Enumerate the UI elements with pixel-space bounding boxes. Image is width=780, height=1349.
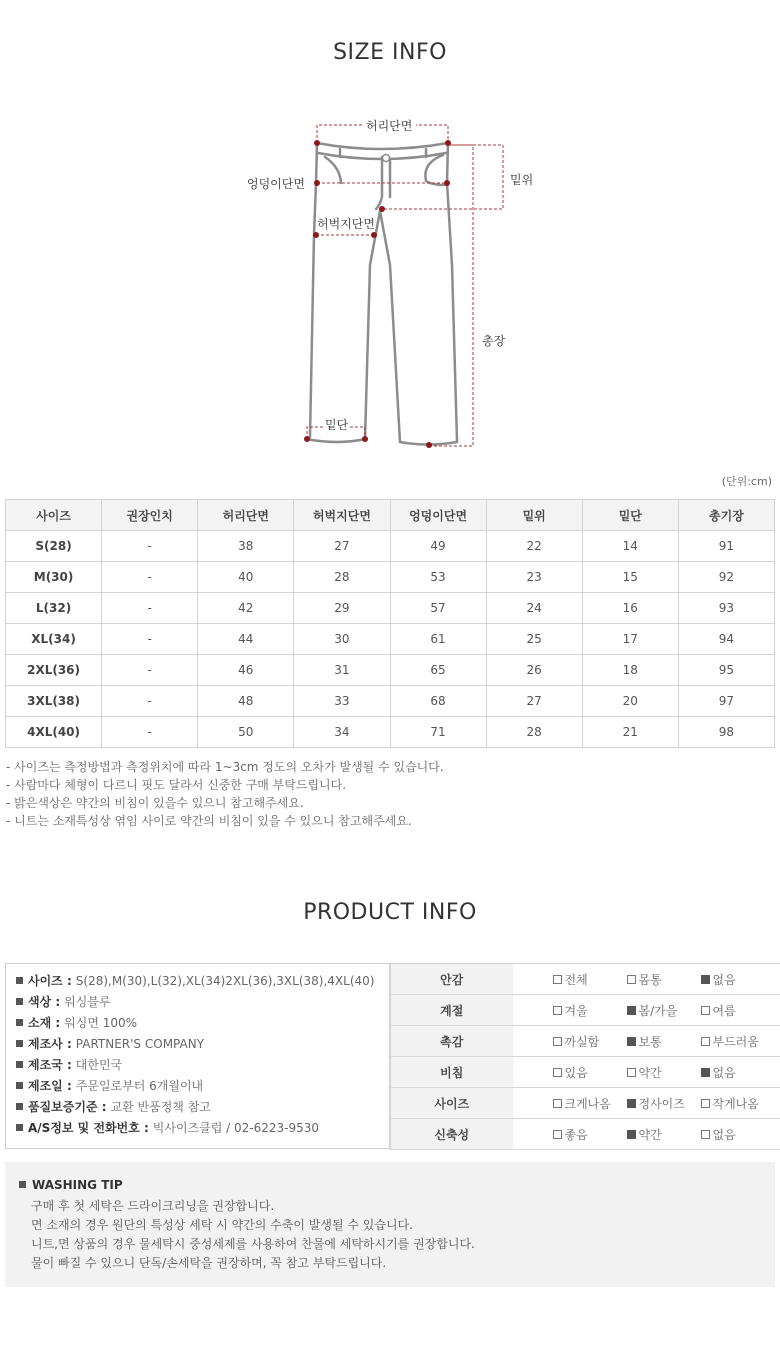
option-label: 몸통 <box>638 972 662 987</box>
option-label: 없음 <box>712 1065 736 1080</box>
table-cell: 53 <box>390 562 486 593</box>
table-cell: 14 <box>582 531 678 562</box>
bullet-square-icon <box>16 1082 23 1089</box>
size-cell: 4XL(40) <box>6 717 102 748</box>
size-cell: 2XL(36) <box>6 655 102 686</box>
size-cell: 3XL(38) <box>6 686 102 717</box>
table-cell: 95 <box>678 655 774 686</box>
hem-label: 밑단 <box>325 418 349 432</box>
washing-tip-heading <box>19 1178 761 1192</box>
info-value: S(28),M(30),L(32),XL(34)2XL(36),3XL(38),4XL(40) <box>75 974 375 988</box>
bullet-square-icon <box>16 1040 23 1047</box>
note-line: - 사이즈는 측정방법과 측정위치에 따라 1~3cm 정도의 오차가 발생될 수 있습니다. <box>6 760 444 774</box>
attribute-option <box>549 1026 623 1057</box>
info-value: 교환 반품정책 참고 <box>110 1100 211 1114</box>
table-row <box>6 655 775 686</box>
washing-tip-line: 니트,면 상품의 경우 물세탁시 중성세제를 사용하여 찬물에 세탁하시기를 권장합니다. <box>31 1237 475 1251</box>
size-table <box>5 499 775 748</box>
table-cell: - <box>102 717 198 748</box>
rise-label: 밑위 <box>510 173 534 187</box>
unchecked-box-icon <box>553 1037 562 1046</box>
pants-measurement-diagram <box>200 105 580 465</box>
size-cell: M(30) <box>6 562 102 593</box>
info-row <box>16 1055 379 1076</box>
table-cell: 49 <box>390 531 486 562</box>
table-row <box>6 593 775 624</box>
option-label: 크게나옴 <box>564 1096 611 1111</box>
unchecked-box-icon <box>553 1130 562 1139</box>
size-table-header-row <box>6 500 775 531</box>
table-cell: - <box>102 562 198 593</box>
bullet-square-icon <box>16 1019 23 1026</box>
size-cell: S(28) <box>6 531 102 562</box>
table-cell: 93 <box>678 593 774 624</box>
info-row <box>16 971 379 992</box>
attribute-row <box>391 1026 780 1057</box>
checked-box-icon <box>627 1099 636 1108</box>
bullet-square-icon <box>16 998 23 1005</box>
attribute-spacer <box>513 1088 549 1119</box>
table-cell: 91 <box>678 531 774 562</box>
thigh-label: 허벅지단면 <box>317 217 375 231</box>
attribute-option <box>549 1057 623 1088</box>
option-label: 작게나옴 <box>712 1096 759 1111</box>
table-cell: 33 <box>294 686 390 717</box>
unit-note: (단위:cm) <box>721 475 772 488</box>
note-line: - 니트는 소재특성상 엮임 사이로 약간의 비침이 있을 수 있으니 참고해주세요. <box>6 814 412 828</box>
waist-label: 허리단면 <box>362 117 416 134</box>
washing-tip-line: 구매 후 첫 세탁은 드라이크리닝을 권장합니다. <box>31 1199 275 1213</box>
option-label: 봄/가을 <box>638 1003 678 1018</box>
attribute-option <box>623 995 697 1026</box>
table-cell: - <box>102 593 198 624</box>
info-row <box>16 1013 379 1034</box>
attribute-row <box>391 995 780 1026</box>
info-row <box>16 1034 379 1055</box>
table-cell: 38 <box>198 531 294 562</box>
attribute-option <box>697 1026 780 1057</box>
table-cell: 23 <box>486 562 582 593</box>
col-header: 밑위 <box>486 500 582 531</box>
col-header: 엉덩이단면 <box>390 500 486 531</box>
option-label: 전체 <box>564 972 588 987</box>
unchecked-box-icon <box>701 1006 710 1015</box>
table-cell: 68 <box>390 686 486 717</box>
table-cell: 48 <box>198 686 294 717</box>
info-value: 빅사이즈클럽 / 02-6223-9530 <box>152 1121 320 1135</box>
table-cell: - <box>102 686 198 717</box>
option-label: 여름 <box>712 1003 736 1018</box>
attribute-option <box>697 964 780 995</box>
table-row <box>6 562 775 593</box>
table-cell: 16 <box>582 593 678 624</box>
bullet-square-icon <box>16 1124 23 1131</box>
checked-box-icon <box>627 1006 636 1015</box>
table-row <box>6 531 775 562</box>
table-cell: 31 <box>294 655 390 686</box>
table-cell: 34 <box>294 717 390 748</box>
attribute-row <box>391 964 780 995</box>
col-header: 총기장 <box>678 500 774 531</box>
product-attribute-table <box>390 963 780 1150</box>
table-row <box>6 686 775 717</box>
table-cell: 71 <box>390 717 486 748</box>
washing-tip-line: 면 소재의 경우 원단의 특성상 세탁 시 약간의 수축이 발생될 수 있습니다. <box>31 1218 413 1232</box>
info-value: PARTNER'S COMPANY <box>75 1037 205 1051</box>
attribute-row <box>391 1088 780 1119</box>
table-cell: 27 <box>486 686 582 717</box>
attribute-name: 촉감 <box>391 1026 513 1057</box>
table-cell: - <box>102 655 198 686</box>
option-label: 정사이즈 <box>638 1096 685 1111</box>
attribute-row <box>391 1119 780 1150</box>
size-info-title: SIZE INFO <box>333 40 447 65</box>
table-cell: 65 <box>390 655 486 686</box>
attribute-option <box>697 995 780 1026</box>
table-cell: 94 <box>678 624 774 655</box>
table-cell: 40 <box>198 562 294 593</box>
attribute-option <box>549 1088 623 1119</box>
col-header: 밑단 <box>582 500 678 531</box>
attribute-name: 사이즈 <box>391 1088 513 1119</box>
option-label: 약간 <box>638 1127 662 1142</box>
washing-tip-box <box>5 1162 775 1287</box>
info-row <box>16 1118 379 1139</box>
unchecked-box-icon <box>553 1006 562 1015</box>
checked-box-icon <box>701 975 710 984</box>
info-key: 품질보증기준 : <box>28 1100 107 1114</box>
washing-tip-title: WASHING TIP <box>32 1178 123 1192</box>
attribute-option <box>549 1119 623 1150</box>
attribute-spacer <box>513 1026 549 1057</box>
info-value: 대한민국 <box>75 1058 123 1072</box>
table-cell: - <box>102 624 198 655</box>
info-value: 워싱면 100% <box>64 1016 138 1030</box>
col-header: 권장인치 <box>102 500 198 531</box>
attribute-option <box>623 964 697 995</box>
option-label: 까실함 <box>564 1034 600 1049</box>
info-value: 워싱블루 <box>64 995 111 1009</box>
checked-box-icon <box>627 1130 636 1139</box>
table-cell: 57 <box>390 593 486 624</box>
attribute-spacer <box>513 1119 549 1150</box>
table-cell: 97 <box>678 686 774 717</box>
table-cell: 26 <box>486 655 582 686</box>
table-cell: 50 <box>198 717 294 748</box>
table-cell: 17 <box>582 624 678 655</box>
option-label: 겨울 <box>564 1003 588 1018</box>
attribute-name: 안감 <box>391 964 513 995</box>
col-header: 허벅지단면 <box>294 500 390 531</box>
attribute-name: 계절 <box>391 995 513 1026</box>
attribute-option <box>623 1119 697 1150</box>
table-cell: 24 <box>486 593 582 624</box>
size-cell: XL(34) <box>6 624 102 655</box>
table-cell: 30 <box>294 624 390 655</box>
product-info-title: PRODUCT INFO <box>303 900 477 925</box>
table-cell: 21 <box>582 717 678 748</box>
table-cell: 18 <box>582 655 678 686</box>
unchecked-box-icon <box>553 1099 562 1108</box>
info-key: 제조일 : <box>28 1079 72 1093</box>
washing-tip-line: 물이 빠질 수 있으니 단독/손세탁을 권장하며, 꼭 참고 부탁드립니다. <box>31 1256 387 1270</box>
option-label: 보통 <box>638 1034 662 1049</box>
table-cell: 27 <box>294 531 390 562</box>
attribute-row <box>391 1057 780 1088</box>
table-cell: 92 <box>678 562 774 593</box>
bullet-square-icon <box>16 1103 23 1110</box>
attribute-option <box>697 1088 780 1119</box>
info-key: 소재 : <box>28 1016 61 1030</box>
table-cell: 98 <box>678 717 774 748</box>
attribute-option <box>623 1057 697 1088</box>
option-label: 없음 <box>712 1127 736 1142</box>
table-row <box>6 624 775 655</box>
option-label: 있음 <box>564 1065 588 1080</box>
attribute-name: 신축성 <box>391 1119 513 1150</box>
unchecked-box-icon <box>553 1068 562 1077</box>
unchecked-box-icon <box>553 975 562 984</box>
info-value: 주문일로부터 6개월이내 <box>75 1079 204 1093</box>
table-cell: 28 <box>294 562 390 593</box>
info-key: 사이즈 : <box>28 974 72 988</box>
table-cell: 46 <box>198 655 294 686</box>
info-row <box>16 992 379 1013</box>
info-key: A/S정보 및 전화번호 : <box>28 1121 149 1135</box>
checked-box-icon <box>701 1068 710 1077</box>
size-cell: L(32) <box>6 593 102 624</box>
unchecked-box-icon <box>627 1068 636 1077</box>
attribute-spacer <box>513 995 549 1026</box>
option-label: 좋음 <box>564 1127 588 1142</box>
table-row <box>6 717 775 748</box>
attribute-option <box>623 1088 697 1119</box>
attribute-option <box>697 1057 780 1088</box>
attribute-option <box>623 1026 697 1057</box>
length-label: 총장 <box>482 334 506 348</box>
product-info-list <box>5 963 390 1149</box>
info-row <box>16 1097 379 1118</box>
table-cell: 22 <box>486 531 582 562</box>
unchecked-box-icon <box>627 975 636 984</box>
bullet-square-icon <box>16 977 23 984</box>
attribute-option <box>549 964 623 995</box>
unchecked-box-icon <box>701 1099 710 1108</box>
attribute-option <box>549 995 623 1026</box>
table-cell: 15 <box>582 562 678 593</box>
size-notes <box>6 758 444 830</box>
note-line: - 사람마다 체형이 다르니 핏도 달라서 신중한 구매 부탁드립니다. <box>6 778 347 792</box>
pants-outline-icon <box>200 105 580 465</box>
table-cell: 25 <box>486 624 582 655</box>
col-header: 사이즈 <box>6 500 102 531</box>
table-cell: 20 <box>582 686 678 717</box>
option-label: 부드러움 <box>712 1034 759 1049</box>
table-cell: 44 <box>198 624 294 655</box>
table-cell: 61 <box>390 624 486 655</box>
table-cell: 42 <box>198 593 294 624</box>
attribute-option <box>697 1119 780 1150</box>
note-line: - 밝은색상은 약간의 비침이 있을수 있으니 참고해주세요. <box>6 796 304 810</box>
unchecked-box-icon <box>701 1037 710 1046</box>
checked-box-icon <box>627 1037 636 1046</box>
option-label: 없음 <box>712 972 736 987</box>
attribute-name: 비침 <box>391 1057 513 1088</box>
info-row <box>16 1076 379 1097</box>
info-key: 제조국 : <box>28 1058 72 1072</box>
unchecked-box-icon <box>701 1130 710 1139</box>
col-header: 허리단면 <box>198 500 294 531</box>
bullet-square-icon <box>19 1181 26 1188</box>
attribute-spacer <box>513 1057 549 1088</box>
attribute-spacer <box>513 964 549 995</box>
table-cell: 29 <box>294 593 390 624</box>
info-key: 색상 : <box>28 995 61 1009</box>
table-cell: 28 <box>486 717 582 748</box>
bullet-square-icon <box>16 1061 23 1068</box>
table-cell: - <box>102 531 198 562</box>
option-label: 약간 <box>638 1065 662 1080</box>
hip-label: 엉덩이단면 <box>247 177 305 191</box>
info-key: 제조사 : <box>28 1037 72 1051</box>
